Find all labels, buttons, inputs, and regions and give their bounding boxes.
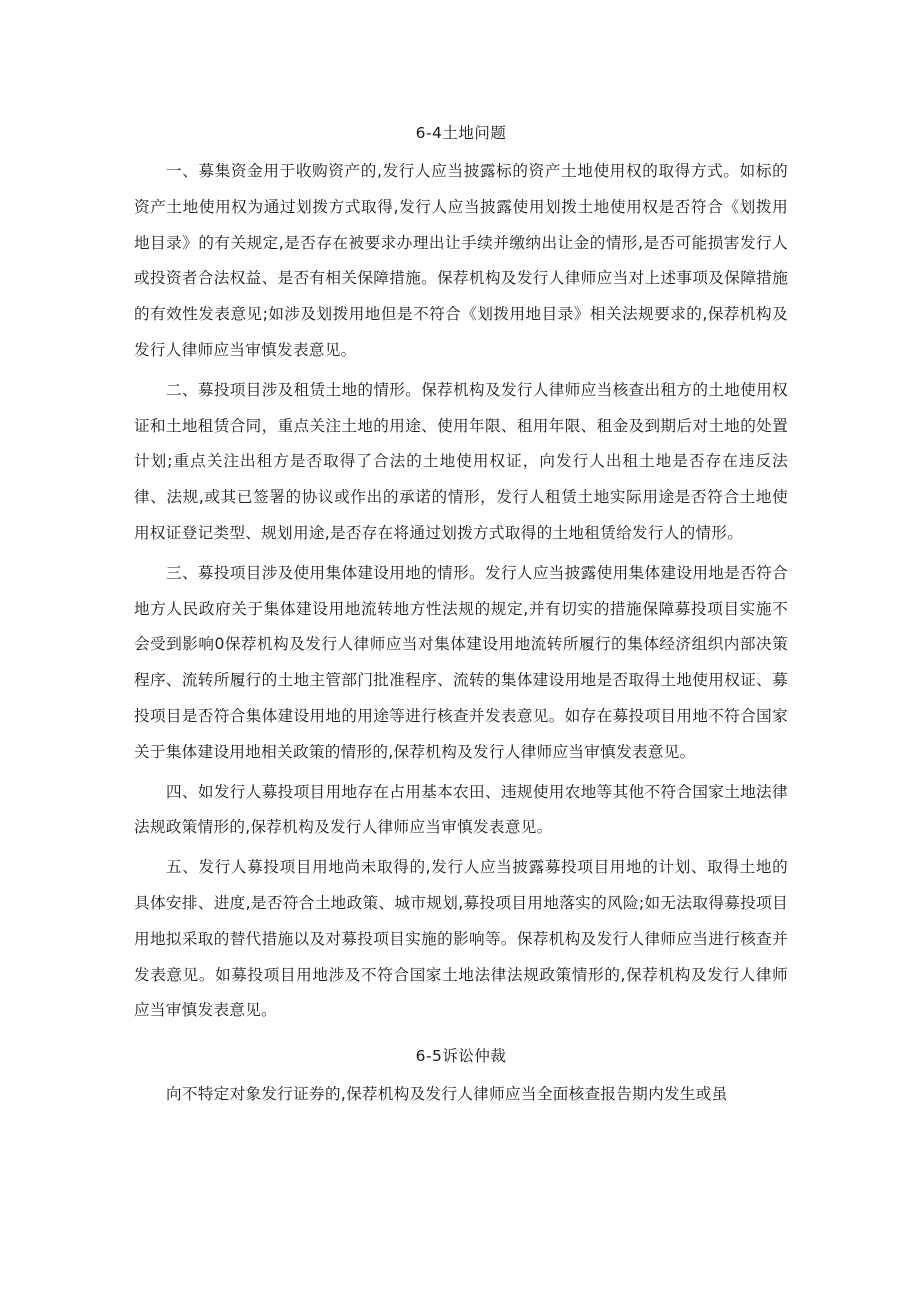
paragraph-land-3: 三、募投项目涉及使用集体建设用地的情形。发行人应当披露使用集体建设用地是否符合地方人民政府关于集体建设用地流转地方性法规的规定,并有切实的措施保障募投项目实施不会受到影响0保荐机构及发行人律师应当对集体建设用地流转所履行的集体经济组织内部决策程序、流转所履行的土地主管部门批准程序、流转的集体建设用地是否取得土地使用权证、募投项目是否符合集体建设用地的用途等进行核查并发表意见。如存在募投项目用地不符合国家关于集体建设用地相关政策的情形的,保荐机构及发行人律师应当审慎发表意见。 <box>134 563 788 761</box>
paragraph-land-5: 五、发行人募投项目用地尚未取得的,发行人应当披露募投项目用地的计划、取得土地的具体安排、进度,是否符合土地政策、城市规划,募投项目用地落实的风险;如无法取得募投项目用地拟采取的替代措施以及对募投项目实施的影响等。保荐机构及发行人律师应当进行核查并发表意见。如募投项目用地涉及不符合国家土地法律法规政策情形的,保荐机构及发行人律师应当审慎发表意见。 <box>134 858 788 1020</box>
paragraph-land-4: 四、如发行人募投项目用地存在占用基本农田、违规使用农地等其他不符合国家土地法律法规政策情形的,保荐机构及发行人律师应当审慎发表意见。 <box>134 782 788 837</box>
paragraph-land-1: 一、募集资金用于收购资产的,发行人应当披露标的资产土地使用权的取得方式。如标的资产土地使用权为通过划拨方式取得,发行人应当披露使用划拨土地使用权是否符合《划拨用地目录》的有关规定,是否存在被要求办理出让手续并缴纳出让金的情形,是否可能损害发行人或投资者合法权益、是否有相关保障措施。保荐机构及发行人律师应当对上述事项及保障措施的有效性发表意见;如涉及划拨用地但是不符合《划拨用地目录》相关法规要求的,保荐机构及发行人律师应当审慎发表意见。 <box>134 162 788 359</box>
paragraph-litigation-1: 向不特定对象发行证券的,保荐机构及发行人律师应当全面核查报告期内发生或虽 <box>166 1085 728 1104</box>
section-heading-land-issues: 6-4土地问题 <box>415 124 507 142</box>
paragraph-land-2: 二、募投项目涉及租赁土地的情形。保荐机构及发行人律师应当核查出租方的土地使用权证和土地租赁合同，重点关注土地的用途、使用年限、租用年限、租金及到期后对土地的处置计划;重点关注出租方是否取得了合法的土地使用权证，向发行人出租土地是否存在违反法律、法规,或其已签署的协议或作出的承诺的情形，发行人租赁土地实际用途是否符合土地使用权证登记类型、规划用途,是否存在将通过划拨方式取得的土地租赁给发行人的情形。 <box>134 380 788 542</box>
section-heading-litigation: 6-5诉讼仲裁 <box>415 1047 507 1066</box>
